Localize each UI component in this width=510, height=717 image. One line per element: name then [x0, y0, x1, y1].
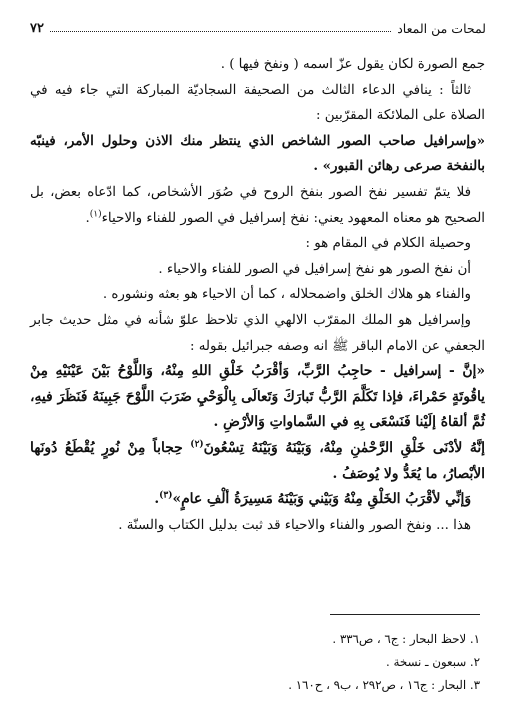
paragraph: أن نفخ الصور هو نفخ إسرافيل في الصور للفناء والاحياء .	[158, 261, 471, 277]
hadith-text: حِجاباً مِنْ نُورٍ يُقْطَعُ دُونَها الأبْصارُ، ما يُعَدُّ ولا يُوصَفُ .	[30, 439, 485, 482]
page-body	[30, 52, 485, 538]
footnote-marker-2: (٢)	[190, 439, 204, 450]
footnotes	[30, 628, 480, 697]
footnote: ٣. البحار : ج١٦ ، ص٢٩٢ ، ب٩ ، ح١٦٠ .	[288, 678, 480, 692]
quoted-hadith: وَإنِّي لأقْرَبُ الخَلْقِ مِنْهُ وَبَيْني وَبَيْنَهُ مَسِيرَةُ ألْفِ عامٍ»$^{(٣)}$.	[154, 490, 471, 508]
paragraph: والفناء هو هلاك الخلق واضمحلاله ، كما أن الاحياء هو بعثه ونشوره .	[102, 287, 471, 303]
quoted-hadith	[30, 436, 485, 487]
footnote: ١. لاحظ البحار : ج٦ ، ص٣٣٦ .	[332, 632, 480, 646]
paragraph: ثالثاً : ينافي الدعاء الثالث من الصحيفة السجاديّة المباركة التي جاء فيه في الصلاة على الملائكة المقرّبين :	[30, 82, 485, 124]
paragraph: فلا يتمّ تفسير نفخ الصور بنفخ الروح في صُوَر الأشخاص، كما ادّعاه بعض، بل الصحيح هو معناه المعهود يعني: نفخ إسرافيل في الصور للفناء والاحياء$^{(١)}$.	[30, 184, 485, 226]
footnote-marker-3: (٣)	[159, 490, 173, 501]
quoted-hadith: «إنَّ - إسرافيل - حاجِبُ الرَّبِّ، وَأقْرَبُ خَلْقِ اللهِ مِنْهُ، وَاللَّوْحُ بَيْنَ عَيْنَيْهِ مِنْ ياقُوتَةٍ حَمْراءَ، فإذا تَكَلَّمَ الرَّبُّ تَبارَكَ وَتَعالَى بِالْوَحْيِ ضَرَبَ اللَّوْحَ جَبِينَهُ فَنَظَرَ فيهِ، ثُمَّ ألقاهُ إلَيْنا فَنَسْعَى بِهِ في السَّماواتِ وَالأرْضِ .	[30, 363, 485, 431]
header-dot-leader	[50, 31, 391, 32]
hadith-text: وَإنِّي لأقْرَبُ الخَلْقِ مِنْهُ وَبَيْني وَبَيْنَهُ مَسِيرَةُ ألْفِ عامٍ»	[172, 491, 471, 508]
paragraph-text: فلا يتمّ تفسير نفخ الصور بنفخ الروح في صُوَر الأشخاص، كما ادّعاه بعض، بل الصحيح هو معناه المعهود يعني: نفخ إسرافيل في الصور للفناء والاحياء	[30, 184, 485, 226]
footnote: ٢. سبعون ـ نسخة .	[386, 655, 480, 669]
footnote-marker-1: (١)	[89, 209, 102, 220]
paragraph: جمع الصورة لكان يقول عزّ اسمه ( ونفخ فيها ) .	[220, 57, 485, 72]
paragraph: وإسرافيل هو الملك المقرّب الالهي الذي تلاحظ علوّ شأنه في مثل حديث جابر الجعفي عن الامام الباقر ﷺ انه وصفه جبرائيل بقوله :	[30, 312, 485, 354]
page-number: ٧٢	[30, 21, 44, 36]
page-header	[30, 14, 486, 36]
running-title: لمحات من المعاد	[397, 21, 486, 36]
footnote-separator	[330, 614, 480, 615]
hadith-text: إنَّهُ لأدْنَى خَلْقِ الرَّحْمٰنِ مِنْهُ، وَبَيْنَهُ وَبَيْنَهُ تِسْعُونَ	[203, 439, 486, 456]
paragraph: وحصيلة الكلام في المقام هو :	[305, 236, 471, 252]
quoted-prayer: «وإسرافيل صاحب الصور الشاخص الذي ينتظر منك الاذن وحلول الأمر، فينبّه بالنفخة صرعى رهائن القبور» .	[30, 132, 485, 175]
paragraph: هذا ... ونفخ الصور والفناء والاحياء قد ثبت بدليل الكتاب والسنّة .	[118, 517, 471, 533]
